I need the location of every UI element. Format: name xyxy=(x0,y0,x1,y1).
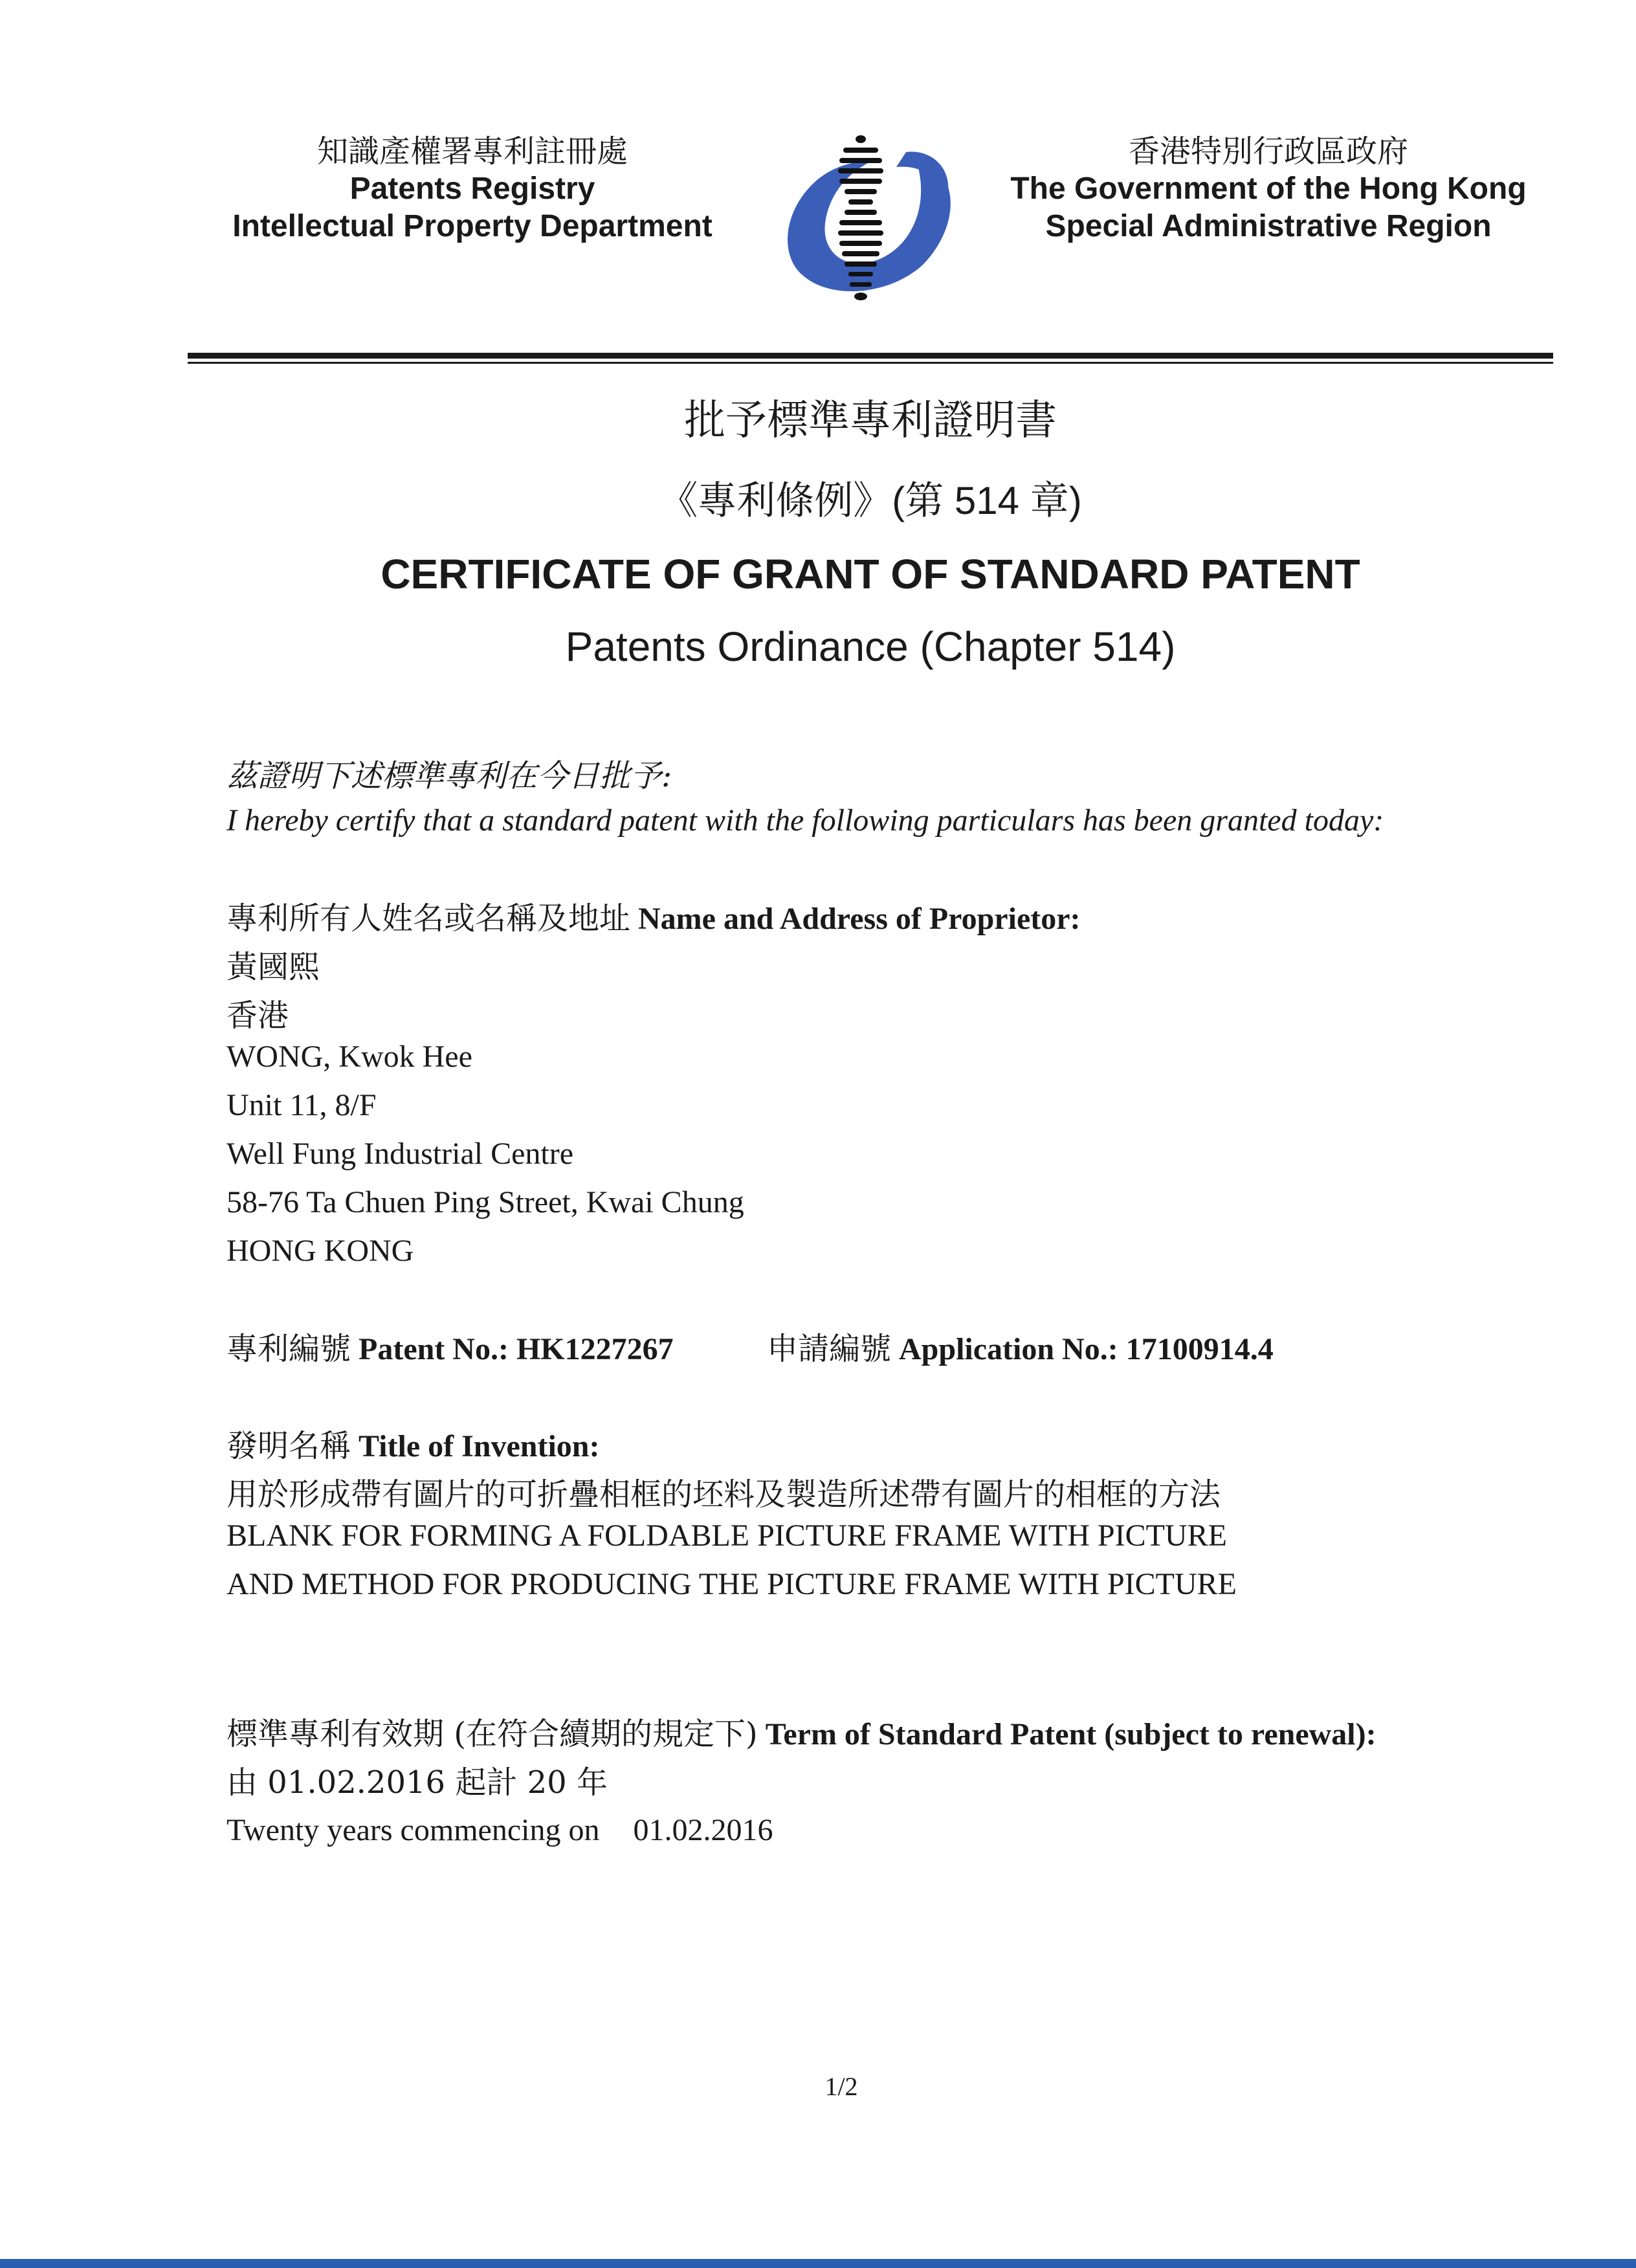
application-number-label-chinese: 申請編號 xyxy=(767,1331,892,1367)
term-label xyxy=(227,1709,1376,1753)
application-number-row xyxy=(767,1324,1274,1368)
header-issuer xyxy=(207,133,738,245)
certify-statement-chinese: 茲證明下述標準專利在今日批予: xyxy=(227,758,672,794)
issuer-department: Intellectual Property Department xyxy=(232,209,713,243)
government-chinese-name: 香港特別行政區政府 xyxy=(1128,133,1408,170)
term-english-prefix: Twenty years commencing on xyxy=(227,1813,600,1847)
invention-label-chinese: 發明名稱 xyxy=(227,1428,351,1464)
patent-number-label-chinese: 專利編號 xyxy=(227,1331,351,1367)
issuer-chinese-name: 知識產權署專利註冊處 xyxy=(316,133,628,170)
invention-title-chinese: 用於形成帶有圖片的可折疊相框的坯料及製造所述帶有圖片的相框的方法 xyxy=(227,1476,1221,1513)
proprietor-label-english: Name and Address of Proprietor: xyxy=(638,902,1081,936)
hksar-government-logo-icon xyxy=(767,129,961,307)
proprietor-address-line: 58-76 Ta Chuen Ping Street, Kwai Chung xyxy=(227,1185,744,1219)
invention-title-line1: BLANK FOR FORMING A FOLDABLE PICTURE FRAME WITH PICTURE xyxy=(227,1518,1227,1553)
certify-statement: I hereby certify that a standard patent with the following particulars has been granted today: xyxy=(227,803,1384,838)
patent-number-row xyxy=(227,1324,674,1368)
header-divider-thin xyxy=(188,362,1553,364)
government-name-line1: The Government of the Hong Kong xyxy=(1010,172,1527,206)
scan-edge-strip xyxy=(0,2259,1636,2268)
invention-label xyxy=(227,1421,599,1465)
application-number-label: Application No.: xyxy=(899,1332,1118,1366)
patent-number: HK1227267 xyxy=(516,1332,674,1366)
certificate-title-chinese: 批予標準專利證明書 xyxy=(684,397,1057,445)
proprietor-address-line: HONG KONG xyxy=(227,1234,414,1268)
ordinance-english: Patents Ordinance (Chapter 514) xyxy=(565,623,1176,670)
government-name-line2: Special Administrative Region xyxy=(1045,209,1492,243)
term-label-english: Term of Standard Patent (subject to renewal): xyxy=(765,1717,1376,1751)
issuer-registry: Patents Registry xyxy=(349,172,595,206)
certificate-title: CERTIFICATE OF GRANT OF STANDARD PATENT xyxy=(381,551,1360,597)
term-start-date: 01.02.2016 xyxy=(633,1813,773,1847)
invention-title-line2: AND METHOD FOR PRODUCING THE PICTURE FRAME WITH PICTURE xyxy=(227,1567,1237,1601)
proprietor-label-chinese: 專利所有人姓名或名稱及地址 xyxy=(227,900,631,937)
header-divider xyxy=(188,353,1553,359)
proprietor-address-line: Unit 11, 8/F xyxy=(227,1088,377,1122)
header-government xyxy=(984,133,1553,245)
proprietor-address-line: Well Fung Industrial Centre xyxy=(227,1137,574,1171)
ordinance-chinese: 《專利條例》(第 514 章) xyxy=(659,479,1082,522)
term-label-chinese: 標準專利有效期 (在符合續期的規定下) xyxy=(227,1716,758,1752)
term-english xyxy=(227,1812,773,1848)
proprietor-label xyxy=(227,893,1081,938)
application-number: 17100914.4 xyxy=(1125,1332,1274,1366)
proprietor-name-chinese: 黃國熙 xyxy=(227,949,320,985)
patent-number-label: Patent No.: xyxy=(359,1332,509,1366)
proprietor-name: WONG, Kwok Hee xyxy=(227,1040,472,1074)
page-number: 1/2 xyxy=(824,2072,858,2101)
term-chinese: 由 01.02.2016 起計 20 年 xyxy=(227,1764,608,1801)
invention-label-english: Title of Invention: xyxy=(359,1429,600,1463)
proprietor-region-chinese: 香港 xyxy=(227,997,289,1034)
